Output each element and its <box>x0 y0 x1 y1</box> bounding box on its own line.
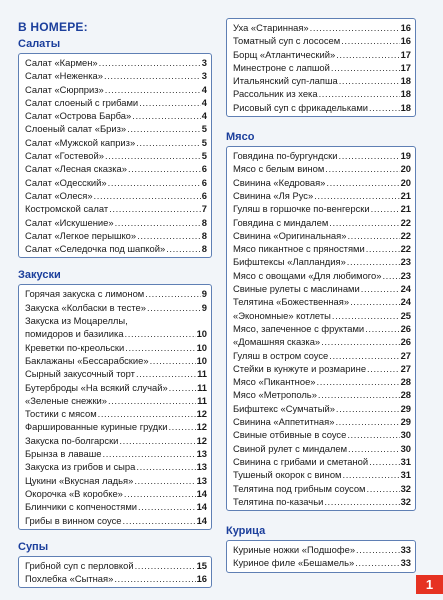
toc-entry-title: Рисовый суп с фрикадельками <box>233 101 369 113</box>
dot-leader <box>136 136 201 149</box>
toc-entry-page: 22 <box>400 216 411 228</box>
toc-entry-title: Борщ «Атлантический» <box>233 48 336 60</box>
dot-leader <box>348 442 400 455</box>
toc-entry <box>233 101 411 114</box>
toc-entry-page: 6 <box>201 163 207 175</box>
toc-entry-title: Баклажаны «Бессарабские» <box>25 354 149 366</box>
toc-entry-page: 26 <box>400 336 411 348</box>
dot-leader <box>331 61 400 74</box>
chicken-list <box>226 540 416 573</box>
toc-entry-title: Салат «Гостевой» <box>25 150 104 162</box>
toc-entry-title: Свинина с грибами и сметаной <box>233 455 369 467</box>
toc-entry-title: Салат «Одесский» <box>25 176 107 188</box>
toc-entry <box>233 202 411 215</box>
section-title-chicken: Курица <box>226 525 266 538</box>
dot-leader <box>138 500 196 513</box>
toc-entry-title: Салат «Неженка» <box>25 70 103 82</box>
toc-entry <box>25 229 207 242</box>
toc-entry <box>233 349 411 362</box>
toc-entry <box>25 83 207 96</box>
toc-entry-title: Цукини «Вкусная ладья» <box>25 474 134 486</box>
dot-leader <box>134 474 195 487</box>
toc-entry <box>25 394 207 407</box>
dot-leader <box>355 556 399 569</box>
dot-leader <box>123 514 196 527</box>
toc-entry-page: 21 <box>400 189 411 201</box>
dot-leader <box>356 543 400 556</box>
toc-entry-page: 31 <box>400 455 411 467</box>
toc-entry-page: 12 <box>196 408 207 420</box>
toc-entry <box>233 74 411 87</box>
toc-entry-title: Креветки по-креольски <box>25 341 125 353</box>
toc-entry-title: Гуляш в горшочке по-венгерски <box>233 203 370 215</box>
toc-entry-page: 20 <box>400 163 411 175</box>
toc-entry-page: 31 <box>400 469 411 481</box>
toc-entry-page: 27 <box>400 362 411 374</box>
toc-entry-title: Бифштексы «Лапландия» <box>233 256 346 268</box>
dot-leader <box>319 87 400 100</box>
toc-entry-page: 11 <box>197 368 207 380</box>
toc-entry-title: Блинчики с копченостями <box>25 501 138 513</box>
toc-entry-page: 6 <box>201 189 207 201</box>
toc-entry-title: Салат «Острова Барба» <box>25 110 132 122</box>
toc-entry <box>25 96 207 109</box>
toc-entry <box>233 362 411 375</box>
toc-entry-title: Горячая закуска с лимоном <box>25 288 145 300</box>
dot-leader <box>369 455 399 468</box>
toc-entry-title: Рассольник из хека <box>233 88 318 100</box>
dot-leader <box>366 482 399 495</box>
toc-entry-title: Свиные отбивные в соусе <box>233 429 347 441</box>
toc-entry <box>25 381 207 394</box>
toc-entry <box>233 482 411 495</box>
dot-leader <box>371 202 400 215</box>
contents-header: В НОМЕРЕ: <box>18 20 88 34</box>
toc-entry-page: 8 <box>201 229 207 241</box>
toc-entry-title: Куриное филе «Бешамель» <box>233 557 355 569</box>
toc-entry-page: 4 <box>201 96 207 108</box>
toc-entry-page: 18 <box>400 101 411 113</box>
toc-entry <box>25 407 207 420</box>
toc-entry-page: 4 <box>201 110 207 122</box>
toc-entry-title: Салат «Легкое перышко» <box>25 229 137 241</box>
toc-entry <box>25 287 207 300</box>
toc-entry-page: 14 <box>196 487 207 499</box>
dot-leader <box>350 295 399 308</box>
toc-entry <box>233 242 411 255</box>
toc-entry-page: 19 <box>400 150 411 162</box>
dot-leader <box>105 149 201 162</box>
toc-entry-page: 9 <box>201 288 207 300</box>
dot-leader <box>317 375 400 388</box>
toc-entry-page: 5 <box>201 136 207 148</box>
toc-entry-page: 20 <box>400 176 411 188</box>
toc-entry-title: Салат «Лесная сказка» <box>25 163 127 175</box>
dot-leader <box>365 322 399 335</box>
toc-entry-title: Минестроне с лапшой <box>233 61 330 73</box>
dot-leader <box>139 96 201 109</box>
dot-leader <box>338 149 399 162</box>
toc-entry-page: 3 <box>201 70 207 82</box>
dot-leader <box>324 495 399 508</box>
toc-entry <box>25 301 207 314</box>
toc-entry-title: Костромской салат <box>25 203 109 215</box>
dot-leader <box>336 48 399 61</box>
toc-entry <box>25 149 207 162</box>
toc-entry <box>233 269 411 282</box>
dot-leader <box>94 189 201 202</box>
dot-leader <box>347 255 400 268</box>
toc-entry-title: Тостики с мясом <box>25 408 97 420</box>
toc-entry-page: 12 <box>196 434 207 446</box>
toc-entry <box>25 572 207 585</box>
toc-entry-title: Закуска по-болгарски <box>25 434 119 446</box>
soups-list-left <box>18 556 212 589</box>
section-title-soups: Супы <box>18 540 49 553</box>
toc-entry-page: 18 <box>400 88 411 100</box>
toc-entry <box>25 189 207 202</box>
section-title-snacks: Закуски <box>18 269 61 282</box>
toc-entry-page: 7 <box>201 203 207 215</box>
toc-entry-page: 13 <box>196 461 207 473</box>
toc-entry <box>233 34 411 47</box>
toc-entry <box>25 162 207 175</box>
toc-entry-title: Итальянский суп-лапша <box>233 75 338 87</box>
toc-entry <box>25 514 207 527</box>
toc-entry <box>233 87 411 100</box>
toc-entry <box>25 202 207 215</box>
dot-leader <box>127 122 201 135</box>
toc-entry-page: 8 <box>201 243 207 255</box>
toc-entry-page: 32 <box>400 495 411 507</box>
dot-leader <box>343 468 400 481</box>
toc-entry-page: 30 <box>400 429 411 441</box>
dot-leader <box>382 269 399 282</box>
toc-entry-page: 10 <box>196 328 207 340</box>
toc-entry-title: Салат «Селедочка под шапкой» <box>25 243 166 255</box>
left-column <box>18 0 212 588</box>
toc-entry-page: 21 <box>400 203 411 215</box>
section-title-salads: Салаты <box>18 38 61 50</box>
toc-entry <box>233 335 411 348</box>
toc-entry-title: Мясо с овощами «Для любимого» <box>233 269 382 281</box>
toc-entry-page: 16 <box>400 35 411 47</box>
toc-entry-page: 14 <box>196 501 207 513</box>
dot-leader <box>329 216 399 229</box>
toc-entry-page: 16 <box>400 22 411 33</box>
toc-entry <box>233 229 411 242</box>
dot-leader <box>339 74 400 87</box>
toc-entry <box>25 242 207 255</box>
dot-leader <box>115 216 201 229</box>
toc-entry <box>233 48 411 61</box>
dot-leader <box>366 242 400 255</box>
toc-entry-page: 28 <box>400 389 411 401</box>
toc-entry-title: «Домашняя сказка» <box>233 336 321 348</box>
toc-entry-title: Свинина «Кедровая» <box>233 176 326 188</box>
toc-entry-page: 8 <box>201 216 207 228</box>
dot-leader <box>132 109 201 122</box>
page-number-badge: 1 <box>416 575 443 594</box>
toc-entry <box>233 282 411 295</box>
dot-leader <box>124 487 196 500</box>
dot-leader <box>108 176 201 189</box>
toc-entry-title: Брынза в лаваше <box>25 448 102 460</box>
toc-entry-title: Грибы в винном соусе <box>25 514 122 526</box>
section-title-meat: Мясо <box>226 131 255 144</box>
toc-entry-page: 33 <box>400 557 411 569</box>
toc-entry <box>233 415 411 428</box>
toc-entry-page: 5 <box>201 123 207 135</box>
toc-entry-page: 9 <box>201 301 207 313</box>
dot-leader <box>310 21 400 34</box>
toc-entry-page: 15 <box>196 559 207 571</box>
toc-entry-page: 29 <box>400 416 411 428</box>
toc-entry-page: 16 <box>196 573 207 585</box>
dot-leader <box>341 34 399 47</box>
dot-leader <box>321 335 399 348</box>
toc-entry <box>233 375 411 388</box>
toc-entry-page: 10 <box>196 341 207 353</box>
toc-entry <box>233 322 411 335</box>
dot-leader <box>114 572 195 585</box>
toc-entry-title: Салат «Искушение» <box>25 216 114 228</box>
toc-entry-title: Свинина «Ля Рус» <box>233 189 314 201</box>
toc-entry <box>233 189 411 202</box>
toc-entry-title: Салат «Олеся» <box>25 189 93 201</box>
toc-entry-page: 22 <box>400 243 411 255</box>
toc-entry <box>233 21 411 34</box>
toc-entry <box>25 367 207 380</box>
toc-entry-title: Свиной рулет с миндалем <box>233 442 348 454</box>
toc-entry <box>25 314 207 341</box>
toc-entry <box>25 109 207 122</box>
toc-entry-title: Телятина по-казачьи <box>233 495 324 507</box>
toc-entry-title: Телятина под грибным соусом <box>233 482 366 494</box>
toc-entry-page: 17 <box>400 48 411 60</box>
toc-entry-page: 23 <box>400 269 411 281</box>
dot-leader <box>136 460 195 473</box>
toc-entry <box>25 420 207 433</box>
dot-leader <box>326 176 399 189</box>
toc-entry-page: 3 <box>201 57 207 68</box>
dot-leader <box>105 83 201 96</box>
toc-entry-title: Фаршированные куриные грудки <box>25 421 168 433</box>
dot-leader <box>99 56 201 69</box>
toc-entry <box>233 442 411 455</box>
toc-entry <box>25 447 207 460</box>
toc-entry <box>233 495 411 508</box>
dot-leader <box>166 242 201 255</box>
dot-leader <box>135 559 196 572</box>
toc-entry-page: 13 <box>196 448 207 460</box>
dot-leader <box>103 447 196 460</box>
toc-entry-page: 12 <box>196 421 207 433</box>
toc-entry-page: 24 <box>400 283 411 295</box>
toc-entry <box>233 402 411 415</box>
toc-entry-page: 29 <box>400 402 411 414</box>
toc-entry <box>233 61 411 74</box>
toc-entry-page: 10 <box>196 354 207 366</box>
toc-entry-page: 11 <box>197 394 207 406</box>
toc-entry-title: Тушеный окорок с вином <box>233 469 342 481</box>
toc-entry-page: 4 <box>201 83 207 95</box>
toc-entry-title: Гуляш в остром соусе <box>233 349 329 361</box>
dot-leader <box>119 434 195 447</box>
toc-entry-title: Закуска «Колбаски в тесте» <box>25 301 146 313</box>
toc-entry <box>25 460 207 473</box>
dot-leader <box>325 162 399 175</box>
snacks-list <box>18 284 212 529</box>
dot-leader <box>147 301 201 314</box>
toc-entry-title: Бутерброды «На всякий случай» <box>25 381 168 393</box>
dot-leader <box>128 162 201 175</box>
toc-entry <box>233 162 411 175</box>
toc-entry-title: Окорочка «В коробке» <box>25 487 123 499</box>
dot-leader <box>347 229 399 242</box>
toc-entry-page: 18 <box>400 75 411 87</box>
dot-leader <box>168 420 195 433</box>
soups-list-right <box>226 18 416 117</box>
dot-leader <box>335 415 399 428</box>
dot-leader <box>369 101 400 114</box>
toc-entry-title: Мясо «Пикантное» <box>233 376 316 388</box>
toc-entry-page: 5 <box>201 150 207 162</box>
toc-entry-page: 11 <box>197 381 207 393</box>
toc-entry-page: 23 <box>400 256 411 268</box>
dot-leader <box>125 327 196 340</box>
dot-leader <box>136 367 196 380</box>
toc-entry <box>233 149 411 162</box>
toc-entry-page: 30 <box>400 442 411 454</box>
toc-entry <box>233 295 411 308</box>
dot-leader <box>125 341 195 354</box>
toc-entry-page: 24 <box>400 296 411 308</box>
dot-leader <box>329 349 399 362</box>
toc-entry-title: Томатный суп с лососем <box>233 35 341 47</box>
dot-leader <box>108 394 196 407</box>
toc-entry-title: Закуска из грибов и сыра <box>25 461 136 473</box>
toc-entry-page: 27 <box>400 349 411 361</box>
toc-entry-page: 32 <box>400 482 411 494</box>
dot-leader <box>318 388 400 401</box>
dot-leader <box>347 428 399 441</box>
dot-leader <box>336 402 400 415</box>
toc-entry-title: Салат «Сюрприз» <box>25 83 104 95</box>
toc-entry-title: «Экономные» котлеты <box>233 309 331 321</box>
toc-entry <box>25 69 207 82</box>
toc-entry-page: 26 <box>400 322 411 334</box>
toc-entry <box>25 136 207 149</box>
toc-entry <box>25 122 207 135</box>
toc-entry <box>25 434 207 447</box>
toc-entry <box>233 556 411 569</box>
toc-entry-page: 25 <box>400 309 411 321</box>
toc-entry <box>25 56 207 69</box>
dot-leader <box>169 381 196 394</box>
toc-entry <box>233 455 411 468</box>
toc-entry-title: Свинина «Оригинальная» <box>233 229 347 241</box>
toc-entry-page: 13 <box>196 474 207 486</box>
toc-entry-page: 6 <box>201 176 207 188</box>
toc-entry-title: Закуска из Моцареллы, <box>25 315 128 327</box>
toc-entry-title: Слоеный салат «Бриз» <box>25 123 127 135</box>
toc-entry <box>233 428 411 441</box>
dot-leader <box>150 354 196 367</box>
toc-entry-title: Салат «Мужской каприз» <box>25 136 136 148</box>
toc-entry <box>25 487 207 500</box>
toc-entry <box>25 354 207 367</box>
toc-entry <box>233 255 411 268</box>
toc-entry-title: Уха «Старинная» <box>233 22 309 33</box>
dot-leader <box>332 309 400 322</box>
dot-leader <box>109 202 201 215</box>
toc-entry <box>25 216 207 229</box>
dot-leader <box>145 287 201 300</box>
toc-entry-title: Стейки в кунжуте и розмарине <box>233 362 367 374</box>
toc-entry <box>233 388 411 401</box>
right-column <box>226 18 416 573</box>
toc-entry <box>25 500 207 513</box>
dot-leader <box>361 282 400 295</box>
toc-entry-title: Говядина по-бургундски <box>233 150 338 162</box>
toc-entry-title: Говядина с миндалем <box>233 216 329 228</box>
dot-leader <box>137 229 201 242</box>
toc-entry-title: Свинина «Аппетитная» <box>233 416 335 428</box>
toc-entry-title: Мясо с белым вином <box>233 163 325 175</box>
toc-entry-title: Свиные рулеты с маслинами <box>233 283 360 295</box>
toc-entry <box>25 559 207 572</box>
salads-list <box>18 53 212 258</box>
dot-leader <box>98 407 196 420</box>
dot-leader <box>367 362 400 375</box>
toc-entry-title: Телятина «Божественная» <box>233 296 350 308</box>
toc-entry-page: 14 <box>196 514 207 526</box>
toc-entry <box>25 176 207 189</box>
toc-entry-title: Салат слоеный с грибами <box>25 96 139 108</box>
toc-entry-title: «Зеленые снежки» <box>25 394 107 406</box>
toc-entry-title: Мясо «Метрополь» <box>233 389 317 401</box>
toc-entry <box>233 309 411 322</box>
dot-leader <box>314 189 399 202</box>
meat-list <box>226 146 416 511</box>
toc-entry <box>233 468 411 481</box>
toc-entry-title: Похлебка «Сытная» <box>25 573 114 585</box>
toc-entry-title: Сырный закусочный торт <box>25 368 135 380</box>
toc-entry-title: Грибной суп с перловкой <box>25 559 134 571</box>
dot-leader <box>104 69 201 82</box>
toc-entry <box>25 474 207 487</box>
toc-entry-page: 28 <box>400 376 411 388</box>
toc-entry <box>233 216 411 229</box>
toc-entry-title: Мясо пикантное с пряностями <box>233 243 365 255</box>
toc-entry <box>233 543 411 556</box>
toc-entry-title-cont: помидоров и базилика <box>25 328 124 340</box>
toc-entry-title: Салат «Кармен» <box>25 57 98 68</box>
toc-entry-page: 22 <box>400 229 411 241</box>
toc-entry-title: Мясо, запеченное с фруктами <box>233 322 365 334</box>
toc-entry-page: 17 <box>400 61 411 73</box>
toc-entry <box>233 176 411 189</box>
toc-entry-title: Бифштекс «Сумчатый» <box>233 402 335 414</box>
toc-entry-title: Куриные ножки «Подшофе» <box>233 544 356 556</box>
toc-entry <box>25 341 207 354</box>
toc-entry-page: 33 <box>400 544 411 556</box>
